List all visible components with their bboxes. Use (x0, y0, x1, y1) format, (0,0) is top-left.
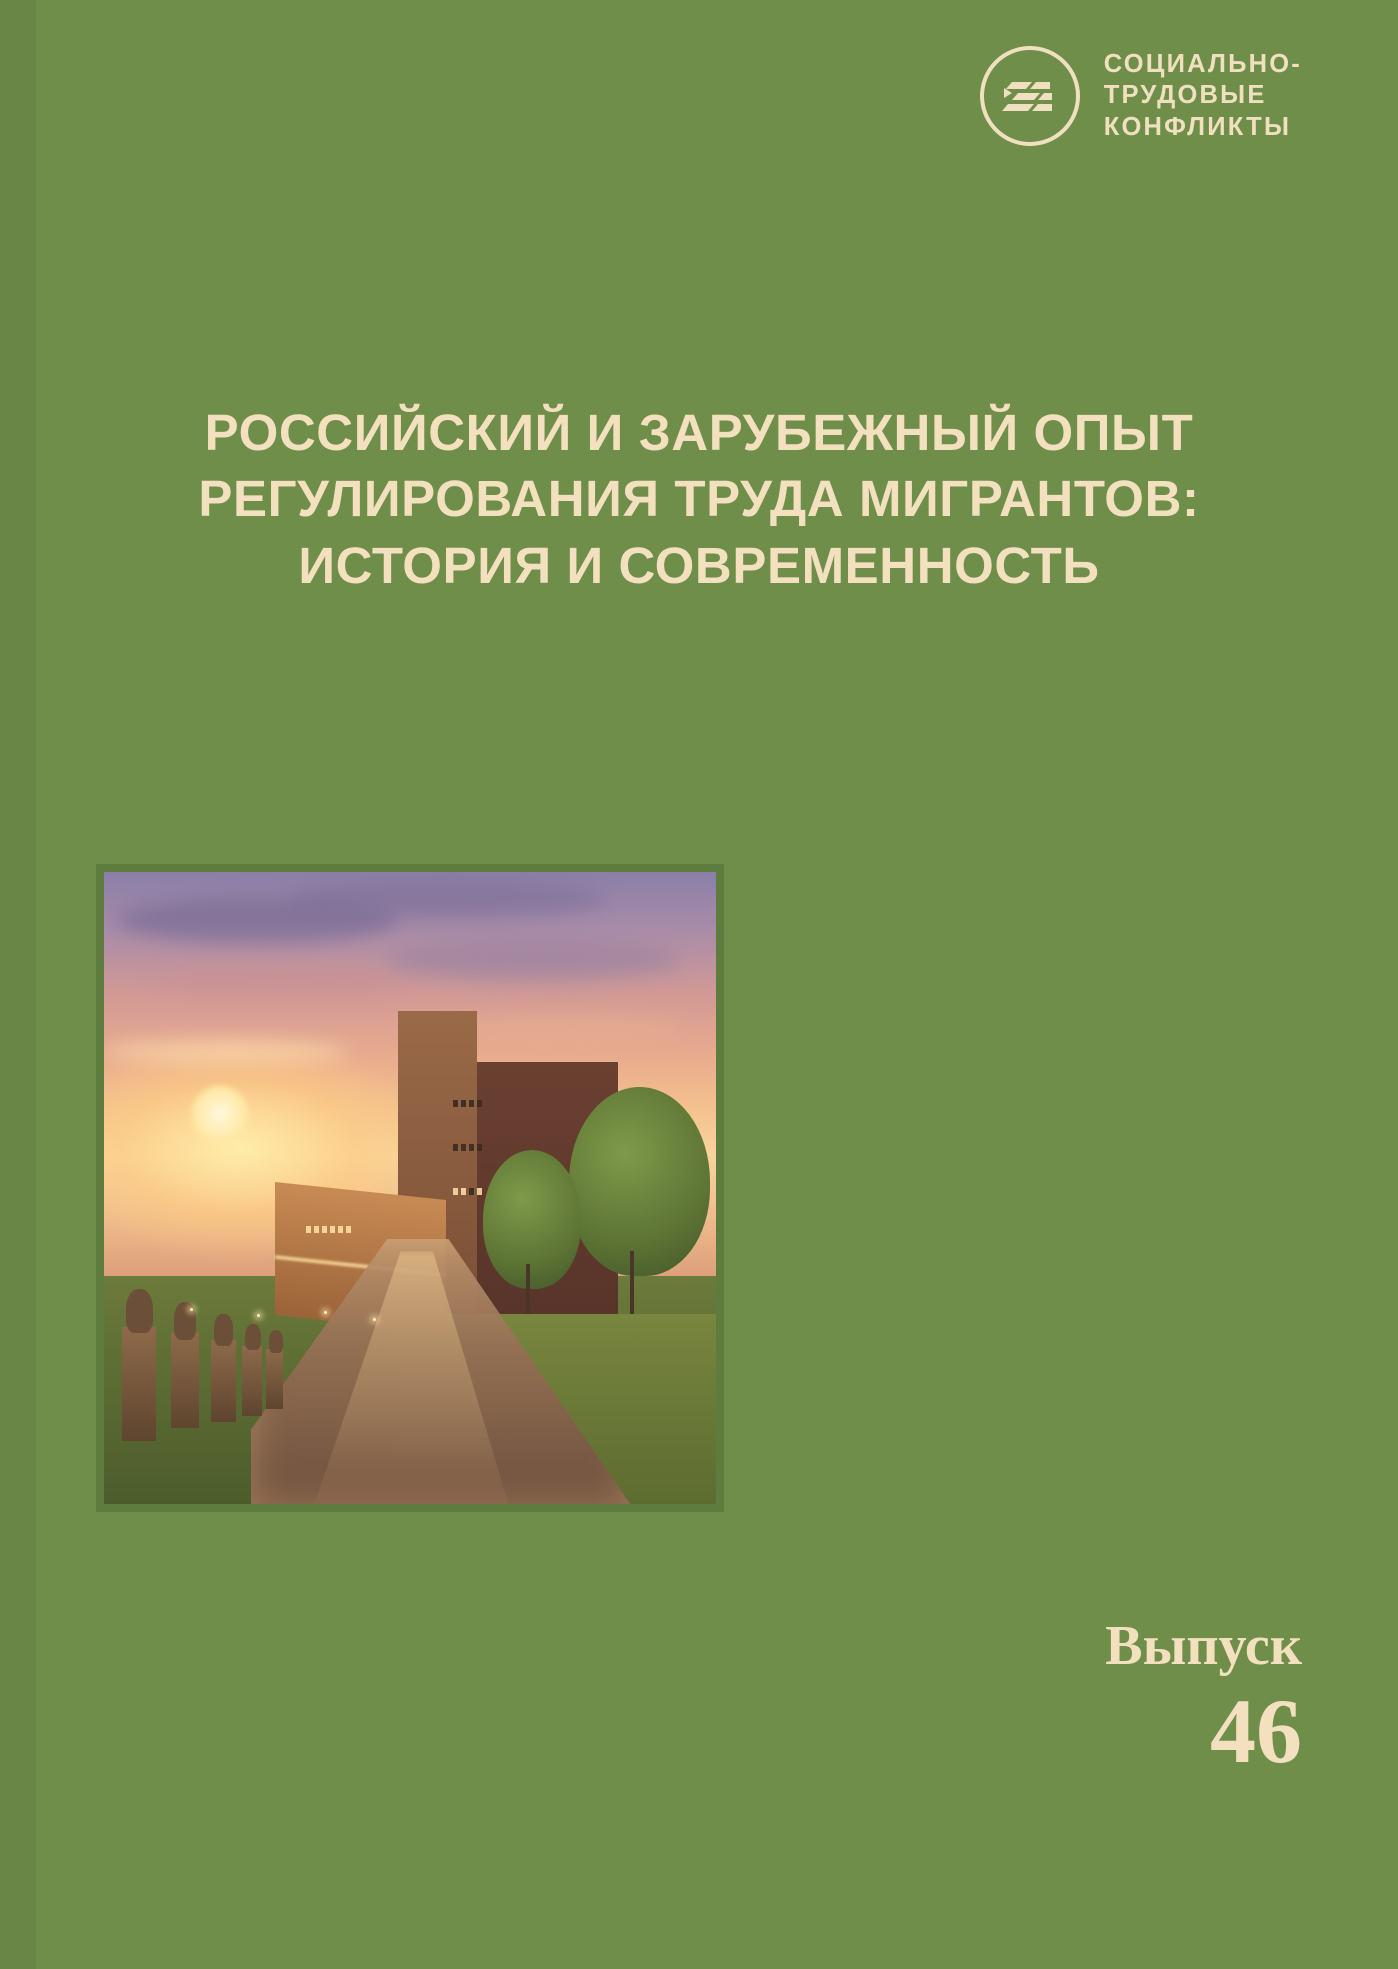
tree (569, 1087, 710, 1277)
stk-emblem-icon (978, 44, 1082, 148)
logo-line-1: СОЦИАЛЬНО- (1103, 50, 1302, 79)
tree-trunk (526, 1264, 530, 1315)
pedestal (211, 1340, 235, 1422)
campus-building-at-sunset-photo (104, 872, 716, 1504)
bust-sculpture (174, 1302, 196, 1340)
pedestal (171, 1333, 199, 1428)
sun (189, 1083, 251, 1145)
pedestal (122, 1327, 156, 1441)
title-line-1: РОССИЙСКИЙ И ЗАРУБЕЖНЫЙ ОПЫТ (204, 404, 1194, 461)
bust-sculpture (126, 1289, 153, 1333)
spine-shadow (0, 0, 36, 1969)
issue-label: Выпуск (1105, 1614, 1302, 1677)
pedestal (266, 1349, 283, 1409)
logo-wordmark (1104, 49, 1302, 142)
title-line-2: РЕГУЛИРОВАНИЯ ТРУДА МИГРАНТОВ: (198, 470, 1200, 528)
cover-title (96, 400, 1302, 599)
bust-sculpture (214, 1314, 232, 1346)
pedestal (242, 1346, 263, 1416)
logo-line-3: КОНФЛИКТЫ (1103, 112, 1292, 141)
title-line-3: ИСТОРИЯ И СОВРЕМЕННОСТЬ (298, 536, 1100, 594)
issue-block (1105, 1614, 1302, 1782)
bust-sculpture (245, 1324, 261, 1351)
tree-trunk (630, 1251, 634, 1314)
logo-line-2: ТРУДОВЫЕ (1103, 81, 1267, 110)
tree (483, 1150, 581, 1289)
issue-number: 46 (1210, 1679, 1302, 1782)
logo-block (978, 44, 1302, 148)
bust-sculpture (269, 1330, 282, 1353)
cover-photo-frame (96, 864, 724, 1512)
